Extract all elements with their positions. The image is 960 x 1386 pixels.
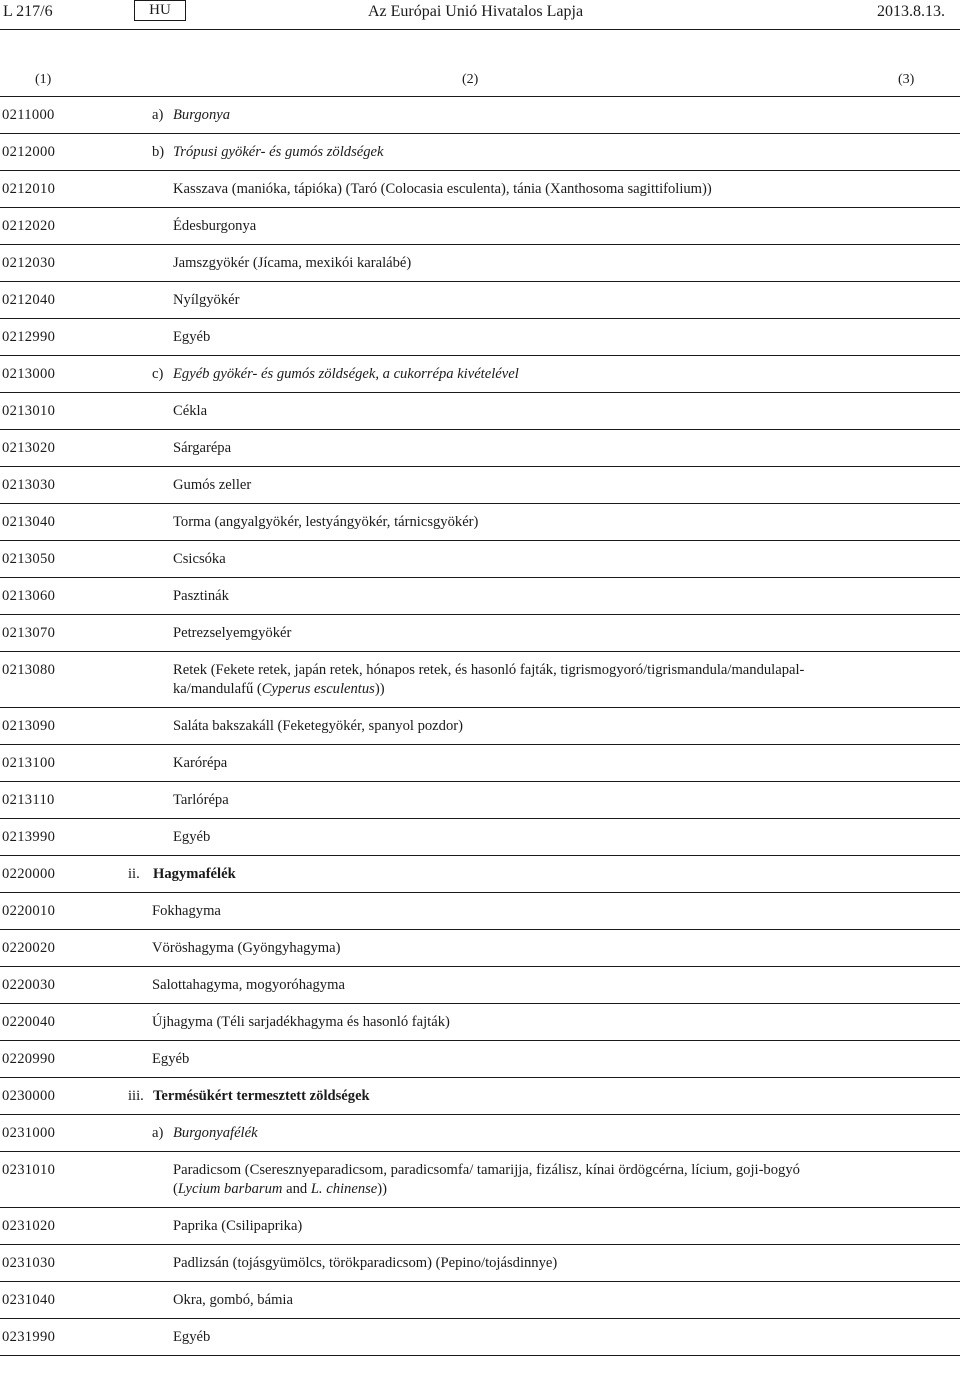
product-code: 0220000 [2, 866, 56, 882]
table-row [0, 356, 960, 393]
product-description: Egyéb [173, 829, 211, 845]
product-description: Hagymafélék [153, 866, 236, 882]
product-description: Karórépa [173, 755, 228, 771]
description-fragment: and [282, 1181, 311, 1197]
table-row [0, 930, 960, 967]
page-reference: L 217/6 [3, 3, 53, 20]
description-fragment: ka/mandulafű ( [173, 681, 262, 697]
table-row [0, 893, 960, 930]
table-row [0, 208, 960, 245]
product-code: 0212010 [2, 181, 56, 197]
product-code: 0212030 [2, 255, 56, 271]
column-header-row [0, 60, 960, 97]
product-code: 0211000 [2, 107, 55, 123]
product-description: Egyéb [173, 1329, 211, 1345]
table-row [0, 1004, 960, 1041]
table-row [0, 782, 960, 819]
table-row [0, 1115, 960, 1152]
item-prefix: ii. [128, 866, 140, 882]
scientific-name: L. chinense [310, 1181, 378, 1197]
language-badge: HU [134, 0, 186, 21]
item-prefix: a) [152, 107, 164, 123]
table-row [0, 134, 960, 171]
product-code: 0212000 [2, 144, 56, 160]
product-description: Tarlórépa [173, 792, 229, 808]
table-row [0, 1041, 960, 1078]
table-body [0, 97, 960, 1356]
product-description: Csicsóka [173, 551, 226, 567]
table-row [0, 171, 960, 208]
product-description: Egyéb gyökér- és gumós zöldségek, a cukorrépa kivételével [173, 366, 519, 382]
product-code: 0230000 [2, 1088, 56, 1104]
publication-date: 2013.8.13. [877, 3, 945, 20]
product-code: 0220030 [2, 977, 56, 993]
product-description: Burgonyafélék [173, 1125, 258, 1141]
product-description: Burgonya [173, 107, 231, 123]
table-row [0, 467, 960, 504]
item-prefix: a) [152, 1125, 164, 1141]
product-code: 0212020 [2, 218, 56, 234]
product-code: 0213040 [2, 514, 56, 530]
table-row [0, 393, 960, 430]
product-code: 0213020 [2, 440, 56, 456]
header-divider [0, 29, 960, 30]
description-line-2 [173, 1180, 848, 1199]
product-code: 0231030 [2, 1255, 56, 1271]
product-description: Egyéb [173, 329, 211, 345]
table-row [0, 319, 960, 356]
table-row [0, 1245, 960, 1282]
product-code: 0213070 [2, 625, 56, 641]
column-header-3: (3) [898, 72, 915, 87]
scientific-name: Lycium barbarum [177, 1181, 283, 1197]
product-code: 0213060 [2, 588, 56, 604]
description-fragment: ( [173, 1181, 178, 1197]
description-fragment: )) [374, 681, 385, 697]
product-description [173, 661, 848, 699]
description-fragment: )) [377, 1181, 388, 1197]
product-description: Nyílgyökér [173, 292, 240, 308]
product-code: 0231000 [2, 1125, 56, 1141]
product-description: Salottahagyma, mogyoróhagyma [152, 977, 345, 993]
item-prefix: iii. [128, 1088, 144, 1104]
table-row [0, 430, 960, 467]
table-row [0, 504, 960, 541]
column-header-1: (1) [35, 72, 52, 87]
product-description: Padlizsán (tojásgyümölcs, törökparadicsom) (Pepino/tojásdinnye) [173, 1255, 558, 1271]
product-description: Fokhagyma [152, 903, 221, 919]
table-row [0, 282, 960, 319]
product-code: 0213090 [2, 718, 56, 734]
product-code: 0213080 [2, 662, 56, 678]
product-code: 0212040 [2, 292, 56, 308]
table-row [0, 1078, 960, 1115]
table-row [0, 708, 960, 745]
product-description: Torma (angyalgyökér, lestyángyökér, tárnicsgyökér) [173, 514, 479, 530]
journal-title: Az Európai Unió Hivatalos Lapja [368, 3, 584, 20]
table-row [0, 1282, 960, 1319]
item-prefix: c) [152, 366, 164, 382]
product-description: Édesburgonya [173, 218, 257, 234]
product-description: Vöröshagyma (Gyöngyhagyma) [152, 940, 341, 956]
product-code: 0212990 [2, 329, 56, 345]
description-line-2 [173, 680, 848, 699]
product-description: Egyéb [152, 1051, 190, 1067]
product-description: Gumós zeller [173, 477, 252, 493]
product-description: Pasztinák [173, 588, 229, 604]
product-code: 0231020 [2, 1218, 56, 1234]
table-row [0, 1152, 960, 1208]
product-description: Okra, gombó, bámia [173, 1292, 293, 1308]
product-description: Cékla [173, 403, 208, 419]
product-code: 0213010 [2, 403, 56, 419]
table-row [0, 745, 960, 782]
page-header [0, 0, 960, 26]
product-code: 0213050 [2, 551, 56, 567]
product-code: 0213990 [2, 829, 56, 845]
table-row [0, 97, 960, 134]
table-row [0, 1319, 960, 1356]
product-code: 0220010 [2, 903, 56, 919]
table-row [0, 1208, 960, 1245]
product-code: 0231990 [2, 1329, 56, 1345]
product-description: Termésükért termesztett zöldségek [153, 1088, 370, 1104]
product-code: 0213110 [2, 792, 55, 808]
description-line-1: Paradicsom (Cseresznyeparadicsom, paradicsomfa/ tamarijja, fizálisz, kínai ördögcérna, lícium, goji-bogyó [173, 1162, 800, 1178]
table-row [0, 967, 960, 1004]
table-row [0, 819, 960, 856]
product-code: 0213030 [2, 477, 56, 493]
product-description: Kasszava (manióka, tápióka) (Taró (Colocasia esculenta), tánia (Xanthosoma sagittifolium)) [173, 181, 712, 197]
description-line-1: Retek (Fekete retek, japán retek, hónapos retek, és hasonló fajták, tigrismogyoró/tigrismandula/mandulapal- [173, 662, 805, 678]
product-code: 0213100 [2, 755, 56, 771]
table-row [0, 856, 960, 893]
product-code: 0220020 [2, 940, 56, 956]
product-code: 0231040 [2, 1292, 56, 1308]
table-row [0, 541, 960, 578]
product-description: Sárgarépa [173, 440, 232, 456]
scientific-name: Cyperus esculentus [261, 681, 375, 697]
product-description: Trópusi gyökér- és gumós zöldségek [173, 144, 384, 160]
product-code: 0231010 [2, 1162, 56, 1178]
product-description: Újhagyma (Téli sarjadékhagyma és hasonló fajták) [152, 1014, 450, 1030]
product-description: Paprika (Csilipaprika) [173, 1218, 303, 1234]
product-description [173, 1161, 848, 1199]
table-row [0, 245, 960, 282]
product-code: 0220990 [2, 1051, 56, 1067]
item-prefix: b) [152, 144, 165, 160]
product-code: 0220040 [2, 1014, 56, 1030]
table-row [0, 615, 960, 652]
product-description: Petrezselyemgyökér [173, 625, 292, 641]
product-description: Saláta bakszakáll (Feketegyökér, spanyol pozdor) [173, 718, 463, 734]
table-row [0, 652, 960, 708]
table-row [0, 578, 960, 615]
column-header-2: (2) [462, 72, 479, 87]
product-code: 0213000 [2, 366, 56, 382]
product-code-table [0, 60, 960, 1356]
product-description: Jamszgyökér (Jícama, mexikói karalábé) [173, 255, 412, 271]
